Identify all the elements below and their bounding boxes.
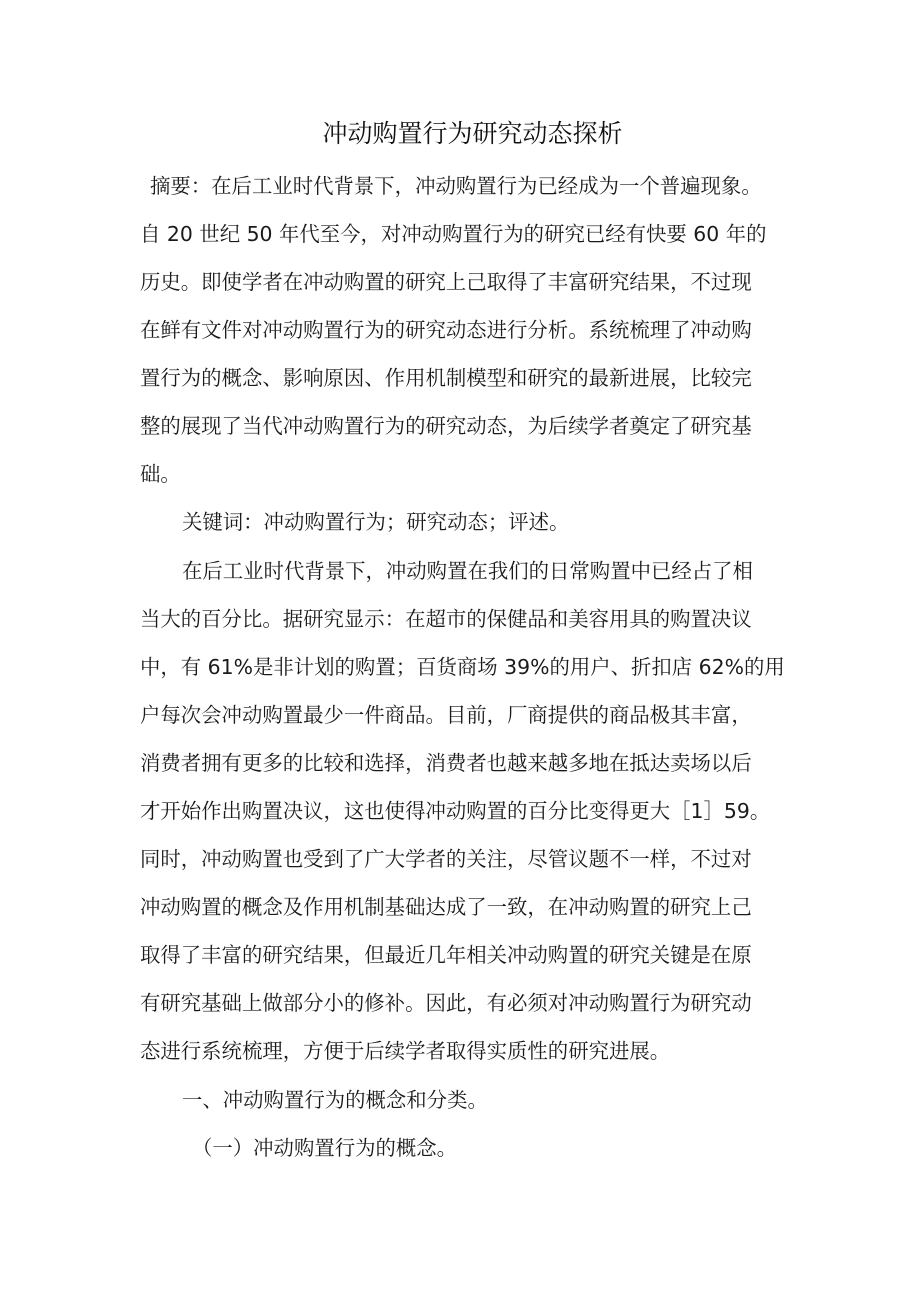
abstract-line: 自 20 世纪 50 年代至今，对冲动购置行为的研究已经有快要 60 年的 (140, 222, 767, 246)
abstract-line: 历史。即使学者在冲动购置的研究上己取得了丰富研究结果，不过现 (140, 270, 752, 294)
intro-line: 有研究基础上做部分小的修补。因此，有必须对冲动购置行为研究动 (140, 991, 752, 1015)
abstract-line: 在鲜有文件对冲动购置行为的研究动态进行分析。系统梳理了冲动购 (140, 318, 752, 342)
intro-line: 取得了丰富的研究结果，但最近几年相关冲动购置的研究关键是在原 (140, 943, 752, 967)
abstract-line: 整的展现了当代冲动购置行为的研究动态，为后续学者奠定了研究基 (140, 414, 752, 438)
subsection-heading: （一）冲动购置行为的概念。 (192, 1136, 458, 1160)
intro-line: 态进行系统梳理，方便于后续学者取得实质性的研究进展。 (140, 1039, 671, 1063)
abstract-line: 置行为的概念、影响原因、作用机制模型和研究的最新进展，比较完 (140, 366, 752, 390)
intro-line: 消费者拥有更多的比较和选择，消费者也越来越多地在抵达卖场以后 (140, 751, 752, 775)
intro-line: 在后工业时代背景下，冲动购置在我们的日常购置中已经占了相 (182, 559, 753, 583)
intro-line: 户每次会冲动购置最少一件商品。目前，厂商提供的商品极其丰富， (140, 703, 752, 727)
abstract-line: 础。 (140, 462, 181, 486)
keywords-line: 关键词：冲动购置行为；研究动态；评述。 (182, 510, 570, 534)
intro-line: 冲动购置的概念及作用机制基础达成了一致，在冲动购置的研究上己 (140, 895, 752, 919)
section-heading: 一、冲动购置行为的概念和分类。 (182, 1088, 488, 1112)
abstract-line: 摘要：在后工业时代背景下，冲动购置行为已经成为一个普遍现象。 (150, 174, 762, 198)
intro-line: 才开始作出购置决议，这也使得冲动购置的百分比变得更大［1］59。 (140, 799, 771, 823)
intro-line: 中，有 61%是非计划的购置；百货商场 39%的用户、折扣店 62%的用 (140, 655, 785, 679)
intro-line: 当大的百分比。据研究显示：在超市的保健品和美容用具的购置决议 (140, 607, 752, 631)
intro-line: 同时，冲动购置也受到了广大学者的关注，尽管议题不一样，不过对 (140, 847, 752, 871)
document-title: 冲动购置行为研究动态探析 (322, 119, 623, 148)
